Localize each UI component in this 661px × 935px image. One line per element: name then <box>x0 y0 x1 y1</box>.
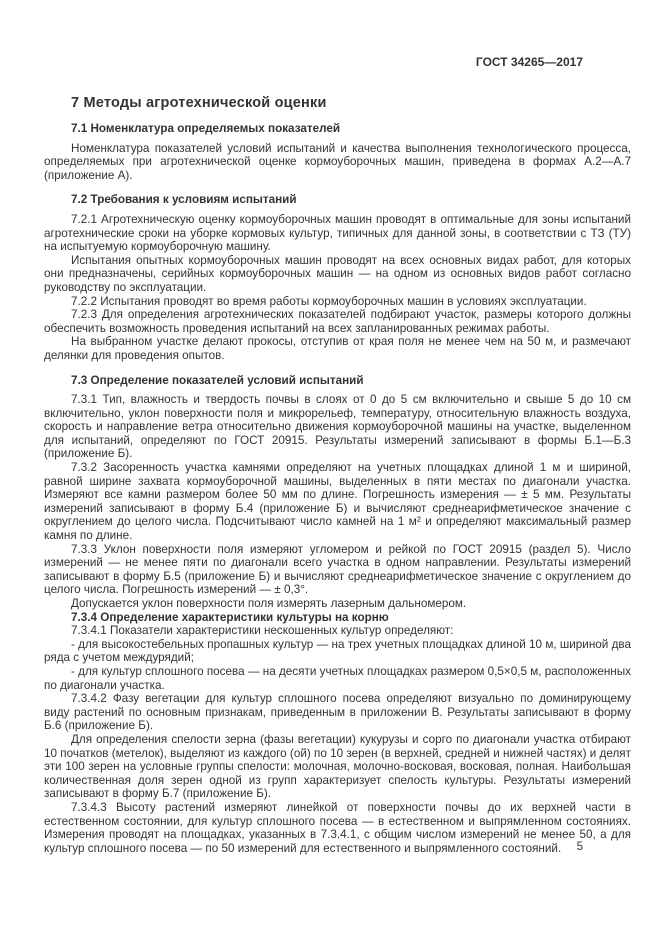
heading-7-3: 7.3 Определение показателей условий испытаний <box>71 373 364 387</box>
para-7-3-3-note: Допускается уклон поверхности поля измерять лазерным дальномером. <box>71 597 467 610</box>
para-7-3-4-1-item-1: - для высокостебельных пропашных культур — на трех учетных площадках длиной 10 м, шириной два ряда с учетом междурядий; <box>44 637 631 665</box>
para-nomenclature: Номенклатура показателей условий испытаний и качества выполнения технологического процесса, определяемых при агротехнической оценке кормоуборочных машин, приведена в формах А.2—А.7 (приложение А). <box>44 141 631 182</box>
para-7-2-1-continued: Испытания опытных кормоуборочных машин проводят на всех основных видах работ, для которых они предназначены, серийных кормоуборочных машин — на одном из основных видов работ согласно руководству по эксплуатации. <box>44 253 631 294</box>
para-7-2-2: 7.2.2 Испытания проводят во время работы кормоуборочных машин в условиях эксплуатации. <box>71 294 587 308</box>
standard-designation: ГОСТ 34265—2017 <box>475 55 583 69</box>
heading-7-1: 7.1 Номенклатура определяемых показателей <box>71 122 341 135</box>
para-7-2-3-continued: На выбранном участке делают прокосы, отступив от края поля не менее чем на 50 м, и размечают делянки для проведения опытов. <box>44 335 631 362</box>
page-number: 5 <box>576 841 583 853</box>
para-7-3-4-3: 7.3.4.3 Высоту растений измеряют линейкой от поверхности почвы до их верхней части в естественном состоянии, для культур сплошного посева — в естественном и выпрямленном состояниях. Измерения проводят на площадках, указанных в 7.3.4.1, с общим числом измерений не менее 50, а для культур сплошного посева — по 50 измерений для естественного и выпрямленного состояний. <box>44 800 631 855</box>
para-7-3-4-1: 7.3.4.1 Показатели характеристики нескошенных культур определяют: <box>71 624 454 638</box>
heading-7-2: 7.2 Требования к условиям испытаний <box>71 193 297 207</box>
para-7-3-2: 7.3.2 Засоренность участка камнями определяют на учетных площадках длиной 1 м и шириной, равной ширине захвата кормоуборочной машины, выделенных в пяти местах по диагонали участка. Измеряют все камни размером более 50 мм по длине. Погрешность измерения — ± 5 мм. Результаты измерений записывают в форму Б.4 (приложение Б) и вычисляют среднеарифметическое значение с округлением до целого числа. Подсчитывают число камней на 1 м² и определяют максимальный размер камня по длине. <box>44 461 631 543</box>
para-7-3-3: 7.3.3 Уклон поверхности поля измеряют угломером и рейкой по ГОСТ 20915 (раздел 5). Число измерений — не менее пяти по диагонали всего участка в одном направлении. Результаты измерений записывают в форму Б.5 (приложение Б) и вычисляют среднеарифметическое значение с округлением до целого числа. Погрешность измерений — ± 0,3°. <box>44 542 631 597</box>
section-title: 7 Методы агротехнической оценки <box>71 95 327 111</box>
para-7-2-1: 7.2.1 Агротехническую оценку кормоуборочных машин проводят в оптимальные для зоны испытаний агротехнические сроки на уборке кормовых культур, типичных для данной зоны, в соответствии с ТЗ (ТУ) на испытуемую кормоуборочную машину. <box>44 212 631 254</box>
page-content <box>44 56 631 855</box>
para-7-3-4-1-item-2: - для культур сплошного посева — на десяти учетных площадках размером 0,5×0,5 м, расположенных по диагонали участка. <box>44 664 631 692</box>
heading-7-3-4: 7.3.4 Определение характеристики культуры на корню <box>71 610 389 624</box>
para-7-3-1: 7.3.1 Тип, влажность и твердость почвы в слоях от 0 до 5 см включительно и свыше 5 до 10 см включительно, уклон поверхности поля и микрорельеф, температуру, относительную влажность воздуха, скорость и направление ветра относительно движения кормоуборочной машины на участке, выделенном для испытаний, определяют по ГОСТ 20915. Результаты измерений записывают в формы Б.1—Б.3 (приложение Б). <box>44 393 631 461</box>
running-header <box>44 56 631 68</box>
para-7-2-3: 7.2.3 Для определения агротехнических показателей подбирают участок, размеры которого должны обеспечить возможность проведения испытаний на всех запланированных режимах работы. <box>44 308 631 335</box>
para-7-3-4-2: 7.3.4.2 Фазу вегетации для культур сплошного посева определяют визуально по доминирующему виду растений по основным признакам, приведенным в приложении В. Результаты записывают в форму Б.6 (приложение Б). <box>44 692 631 733</box>
para-7-3-4-2-continued: Для определения спелости зерна (фазы вегетации) кукурузы и сорго по диагонали участка отбирают 10 початков (метелок), выделяют из каждого (ой) по 10 зерен (в верхней, средней и нижней частях) и делят эти 100 зерен на условные группы спелости: молочная, молочно-восковая, восковая, полная. Наибольшая количественная доля зерен одной из групп характеризует спелость культуры. Результаты измерений записывают в форму Б.7 (приложение Б). <box>44 732 631 801</box>
